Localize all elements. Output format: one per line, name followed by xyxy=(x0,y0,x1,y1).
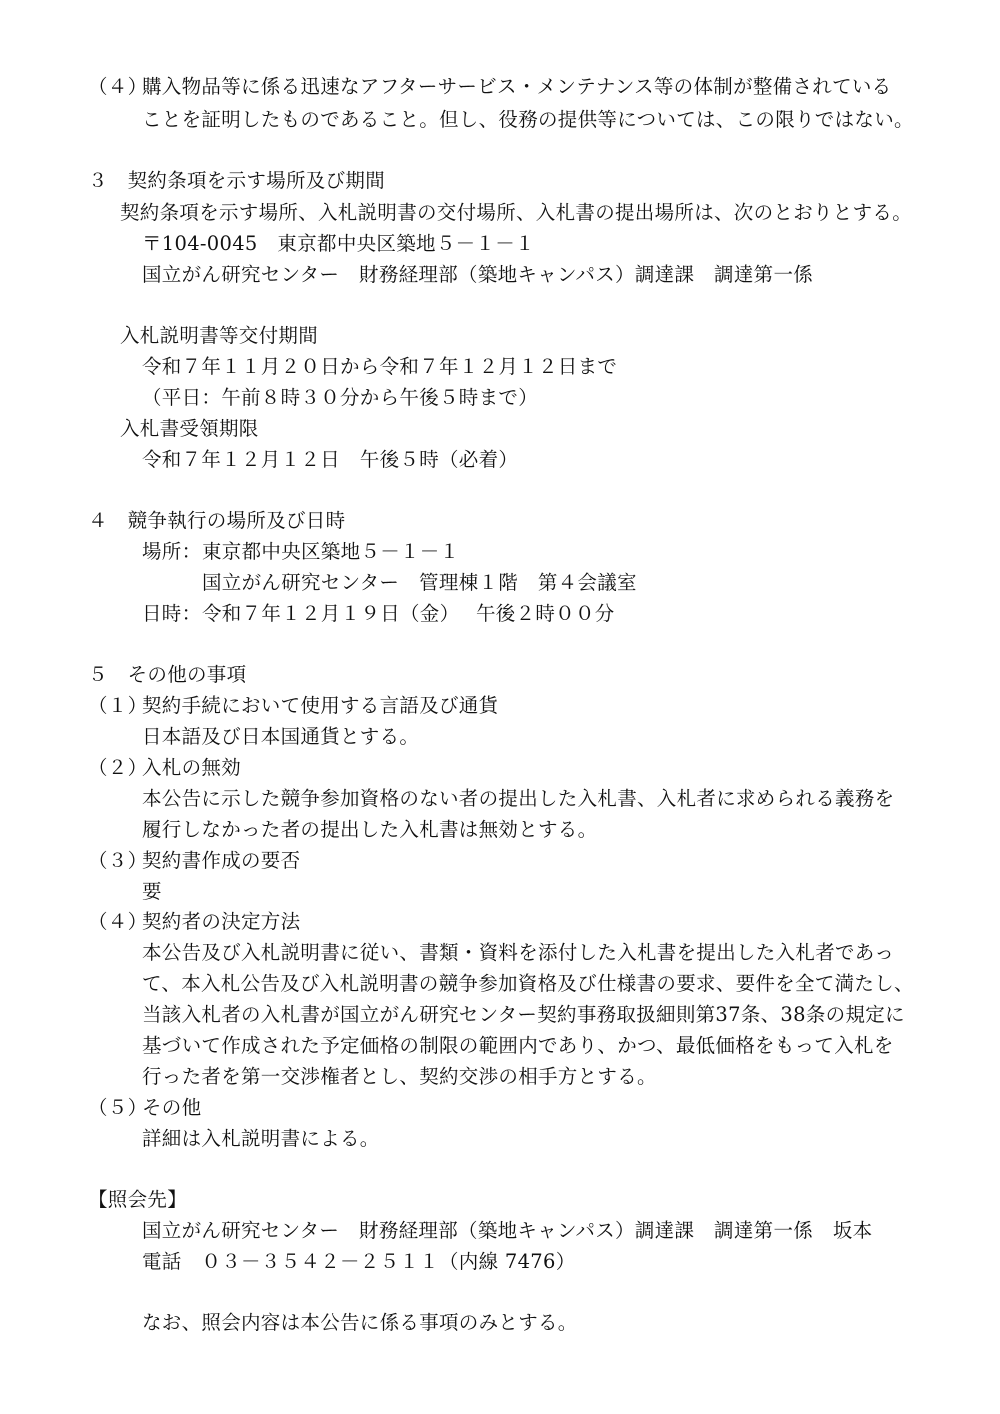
item4-line: 本公告及び入札説明書に従い、書類・資料を添付した入札書を提出した入札者であっ xyxy=(142,941,895,964)
section4-date: 令和７年１２月１９日（金） 午後２時００分 xyxy=(202,602,615,625)
section4-place-label: 場所： xyxy=(142,540,202,563)
section3-office: 国立がん研究センター 財務経理部（築地キャンパス）調達課 調達第一係 xyxy=(142,263,814,286)
section3-period: 令和７年１１月２０日から令和７年１２月１２日まで xyxy=(142,355,618,378)
item1-line: 日本語及び日本国通貨とする。 xyxy=(142,725,420,748)
section4-place-line1: 東京都中央区築地５－１－１ xyxy=(202,540,460,563)
item5-title: その他 xyxy=(142,1096,202,1119)
section3-intro: 契約条項を示す場所、入札説明書の交付場所、入札書の提出場所は、次のとおりとする。 xyxy=(120,201,913,224)
contact-note: なお、照会内容は本公告に係る事項のみとする。 xyxy=(142,1311,578,1334)
item2-line: 履行しなかった者の提出した入札書は無効とする。 xyxy=(142,818,598,841)
section4-date-label: 日時： xyxy=(142,602,202,625)
section3-deadline-title: 入札書受領期限 xyxy=(120,417,259,440)
contact-office: 国立がん研究センター 財務経理部（築地キャンパス）調達課 調達第一係 坂本 xyxy=(142,1219,873,1242)
item4-line: 基づいて作成された予定価格の制限の範囲内であり、かつ、最低価格をもって入札を xyxy=(142,1034,894,1057)
item1-label: （１） xyxy=(88,694,148,717)
item4-line: 当該入札者の入札書が国立がん研究センター契約事務取扱細則第37条、38条の規定に xyxy=(142,1003,905,1026)
item3-line: 要 xyxy=(142,880,162,903)
section3-deadline: 令和７年１２月１２日 午後５時（必着） xyxy=(142,448,519,471)
contact-heading: 【照会先】 xyxy=(88,1188,188,1211)
item4-label: （４） xyxy=(88,910,148,933)
item5-line: 詳細は入札説明書による。 xyxy=(142,1127,380,1150)
item4-prev-line1: 購入物品等に係る迅速なアフターサービス・メンテナンス等の体制が整備されている xyxy=(142,75,892,98)
section3-period-hours: （平日：午前８時３０分から午後５時まで） xyxy=(142,386,539,409)
item2-title: 入札の無効 xyxy=(142,756,242,779)
item4-title: 契約者の決定方法 xyxy=(142,910,301,933)
item4-line: て、本入札公告及び入札説明書の競争参加資格及び仕様書の要求、要件を全て満たし、 xyxy=(142,972,914,995)
item4-prev-label: （４） xyxy=(88,75,148,98)
item5-label: （５） xyxy=(88,1096,148,1119)
section3-address: 〒104-0045 東京都中央区築地５－１－１ xyxy=(142,232,535,255)
section3-period-title: 入札説明書等交付期間 xyxy=(120,324,319,347)
section5-heading: ５ その他の事項 xyxy=(88,663,247,686)
item4-line: 行った者を第一交渉権者とし、契約交渉の相手方とする。 xyxy=(142,1065,657,1088)
section3-heading: ３ 契約条項を示す場所及び期間 xyxy=(88,169,386,192)
contact-phone: 電話 ０３－３５４２－２５１１（内線 7476） xyxy=(142,1250,576,1273)
section4-place-line2: 国立がん研究センター 管理棟１階 第４会議室 xyxy=(202,571,637,594)
item4-prev-line2: ことを証明したものであること。但し、役務の提供等については、この限りではない。 xyxy=(142,108,914,131)
item3-label: （３） xyxy=(88,849,148,872)
item3-title: 契約書作成の要否 xyxy=(142,849,301,872)
item1-title: 契約手続において使用する言語及び通貨 xyxy=(142,694,499,717)
item2-label: （２） xyxy=(88,756,148,779)
item2-line: 本公告に示した競争参加資格のない者の提出した入札書、入札者に求められる義務を xyxy=(142,787,895,810)
section4-heading: ４ 競争執行の場所及び日時 xyxy=(88,509,346,532)
